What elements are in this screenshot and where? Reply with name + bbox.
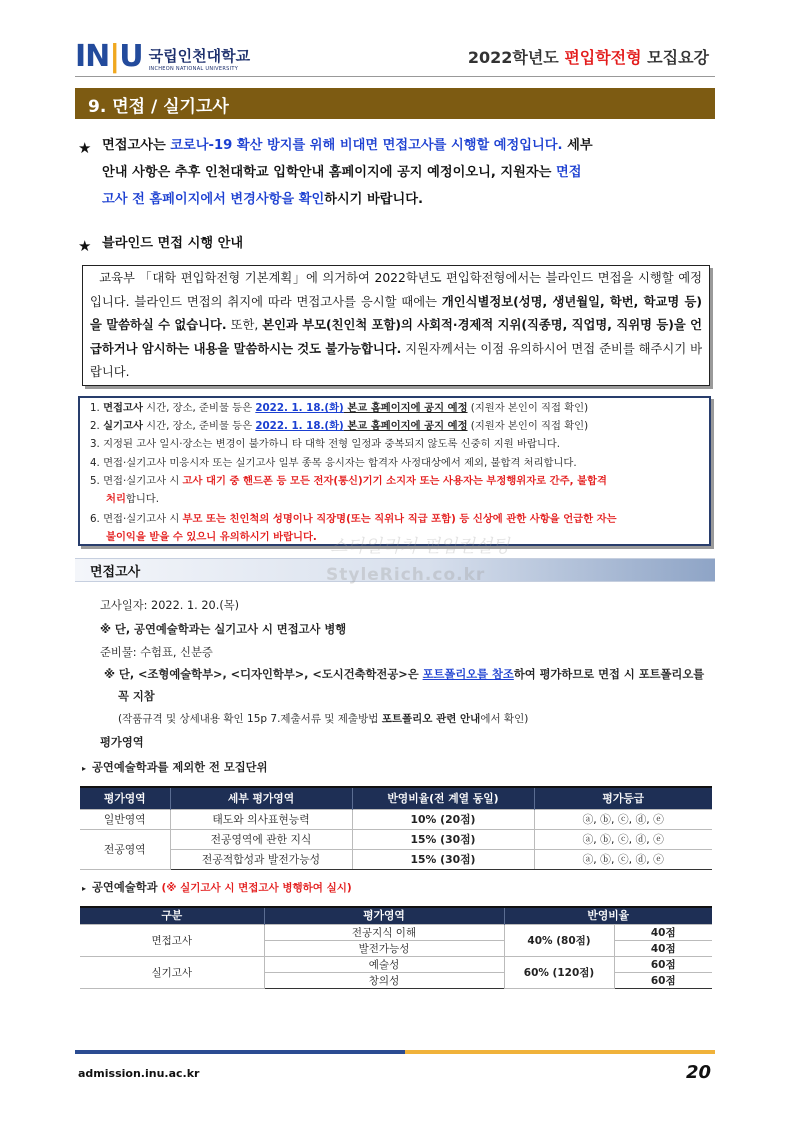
table-header: 평가영역 [264,907,504,924]
notice-text: 면접고사는 [102,138,171,153]
table-cell: 면접고사 [80,924,264,956]
bullet-icon: ▸ [82,884,87,893]
title-highlight: 편입학전형 [564,48,642,67]
blind-emphasis: 개인식별정보(성명, 생년월일, 학번, 학교명 등)을 말씀하실 수 없습니다. [90,294,702,333]
notice-line-3 [102,186,714,213]
table-cell: 10% (20점) [352,809,534,829]
table-cell: 실기고사 [80,956,264,988]
table-cell: 40% (80점) [504,924,614,956]
table-row [80,924,712,940]
table-cell: 창의성 [264,972,504,988]
table-cell: 40점 [614,924,712,940]
table-header-row [80,907,712,924]
table-row [80,956,712,972]
table-cell: 60% (120점) [504,956,614,988]
supplies: 준비물: 수험표, 신분증 [100,646,213,659]
note-date: 2022. 1. 18.(화) [255,420,344,432]
table-cell: 15% (30점) [352,829,534,849]
blind-text: 또한, [226,318,263,333]
header-divider [75,76,715,77]
notice-text: 세부 [562,138,593,153]
notice-line-2 [102,159,714,186]
table-cell: 전공영역에 관한 지식 [170,829,352,849]
section-title: 9. 면접 / 실기고사 [88,97,229,117]
blind-text: 교육부 「대학 편입학전형 기본계획」에 의거하여 2022학년도 편입학전형에서는 블라인드 면접을 시행할 예정입니다. 블라인드 면접의 취지에 따라 면접고사를 응시할 때에는 [90,271,703,309]
table-cell: 예술성 [264,956,504,972]
table-cell: 전공영역 [80,829,170,869]
portfolio-text: 하여 평가하므로 면접 시 포트폴리오를 [513,668,705,681]
note-number: 1. [90,402,104,414]
subsection-title: 면접고사 [90,565,141,580]
watermark-korean: 스타일리치 편입컨설팅 [330,536,510,557]
note-item-3: 3. 지정된 고사 일시·장소는 변경이 불가하니 타 대학 전형 일정과 중복되지 않도록 신중히 지원 바랍니다. [90,438,561,450]
note-item-5-cont [106,490,159,508]
portfolio-note [104,667,704,683]
notice-text: 안내 사항은 추후 인천대학교 입학안내 홈페이지에 공지 예정이오니, 지원자는 [102,165,556,180]
list-heading-text: 공연예술학과를 제외한 전 모집단위 [92,761,268,774]
star-icon: ★ [78,237,92,255]
portfolio-text: ※ 단, <조형예술학부>, <디자인학부>, <도시건축학전공>은 [104,668,423,681]
table-cell: 15% (30점) [352,849,534,869]
evaluation-table-general [80,786,712,870]
note-number: 2. [90,420,104,432]
notice-highlight: 고사 전 홈페이지에서 변경사항을 확인 [102,192,325,207]
table-row [80,829,712,849]
blind-info-text [90,267,702,385]
note-emphasis: 본교 홈페이지에 공지 예정 [343,420,468,432]
table-cell: 일반영역 [80,809,170,829]
portfolio-note-cont: 꼭 지참 [118,690,155,703]
portfolio-text: (작품규격 및 상세내용 확인 15p 7.제출서류 및 제출방법 [118,713,382,725]
note-emphasis: 면접고사 [103,402,143,414]
note-text: 5. 면접·실기고사 시 [90,475,183,487]
note-emphasis: 본교 홈페이지에 공지 예정 [343,402,468,414]
table-header: 반영비율(전 계열 동일) [352,787,534,809]
logo-letter-u: U [119,39,143,74]
note-warning: 부모 또는 친인척의 성명이나 직장명(또는 직위나 직급 포함) 등 신상에 관한 사항을 언급한 자는 [182,513,617,525]
portfolio-reference [118,711,528,727]
footer-url[interactable]: admission.inu.ac.kr [78,1067,200,1080]
table-cell: 발전가능성 [264,940,504,956]
table-header: 세부 평가영역 [170,787,352,809]
performing-arts-note: ※ 단, 공연예술학과는 실기고사 시 면접고사 병행 [100,623,347,636]
table-cell: ⓐ, ⓑ, ⓒ, ⓓ, ⓔ [534,809,712,829]
portfolio-text: 에서 확인) [480,713,529,725]
note-item-6 [90,510,617,528]
table-cell: 40점 [614,940,712,956]
notice-highlight: 코로나-19 확산 방지를 위해 비대면 면접고사를 시행할 예정입니다. [170,138,563,153]
list-heading-note: (※ 실기고사 시 면접고사 병행하여 실시) [161,882,352,894]
notice-highlight: 면접 [555,165,582,180]
table-cell: ⓐ, ⓑ, ⓒ, ⓓ, ⓔ [534,849,712,869]
logo-letter-n: N [85,39,110,74]
note-text: (지원자 본인이 직접 확인) [467,402,589,414]
title-year: 2022학년도 [467,48,565,67]
title-suffix: 모집요강 [641,48,709,67]
table-row [80,849,712,869]
table-header: 반영비율 [504,907,712,924]
note-warning: 불이익을 받을 수 있으니 유의하시기 바랍니다. [106,531,317,543]
note-item-6-cont [106,528,317,546]
logo-name-ko: 국립인천대학교 [148,47,251,65]
note-text: 6. 면접·실기고사 시 [90,513,183,525]
table-header-row [80,787,712,809]
table-cell: ⓐ, ⓑ, ⓒ, ⓓ, ⓔ [534,829,712,849]
notice-text: 하시기 바랍니다. [324,192,423,207]
note-item-1 [90,399,588,417]
list-heading-performing-arts [82,880,352,897]
note-text: 시간, 장소, 준비물 등은 [142,402,256,414]
note-item-4: 4. 면접·실기고사 미응시자 또는 실기고사 일부 종목 응시자는 합격자 사정대상에서 제외, 불합격 처리합니다. [90,457,577,469]
note-text: 시간, 장소, 준비물 등은 [142,420,256,432]
logo-name-en: INCHEON NATIONAL UNIVERSITY [148,66,239,72]
blind-heading: 블라인드 면접 시행 안내 [102,236,244,251]
table-row [80,809,712,829]
notice-line-1 [102,132,714,159]
portfolio-highlight: 포트폴리오를 참조 [422,668,514,681]
page-number: 20 [685,1062,711,1083]
table-header: 구분 [80,907,264,924]
table-header: 평가등급 [534,787,712,809]
document-title [468,45,709,68]
logo-mark [75,39,143,74]
note-warning: 고사 대기 중 핸드폰 등 모든 전자(통신)기기 소지자 또는 사용자는 부정행위자로 간주, 불합격 [182,475,607,487]
note-emphasis: 실기고사 [103,420,143,432]
table-cell: 전공지식 이해 [264,924,504,940]
bullet-icon: ▸ [82,764,87,773]
blind-emphasis: 본인과 부모(친인척 포함)의 사회적·경제적 지위(직종명, 직업명, 직위명 등)을 언급하거나 암시하는 내용을 말씀하시는 것도 불가능합니다. [90,318,702,356]
table-cell: 60점 [614,972,712,988]
logo-divider: | [109,39,120,74]
note-item-2 [90,417,588,435]
table-cell: 전공적합성과 발전가능성 [170,849,352,869]
exam-date: 고사일자: 2022. 1. 20.(목) [100,599,240,612]
table-cell: 태도와 의사표현능력 [170,809,352,829]
note-text: 합니다. [125,493,160,505]
table-header: 평가영역 [80,787,170,809]
note-warning: 처리 [106,493,126,505]
evaluation-table-performing-arts [80,906,712,989]
logo-letter-i: I [75,39,86,74]
list-heading-general [82,760,268,777]
note-item-5 [90,472,607,490]
note-date: 2022. 1. 18.(화) [255,402,344,414]
list-heading-text: 공연예술학과 [92,881,162,894]
watermark-url: StyleRich.co.kr [326,565,486,585]
table-cell: 60점 [614,956,712,972]
footer-bar-blue [75,1050,405,1054]
note-text: (지원자 본인이 직접 확인) [467,420,589,432]
evaluation-heading: 평가영역 [100,736,144,749]
university-logo [75,38,250,72]
star-icon: ★ [78,139,92,157]
portfolio-emphasis: 포트폴리오 관련 안내 [381,713,481,725]
blind-text: 지원자께서는 이점 유의하시어 면접 준비를 해주시기 바랍니다. [90,341,703,380]
